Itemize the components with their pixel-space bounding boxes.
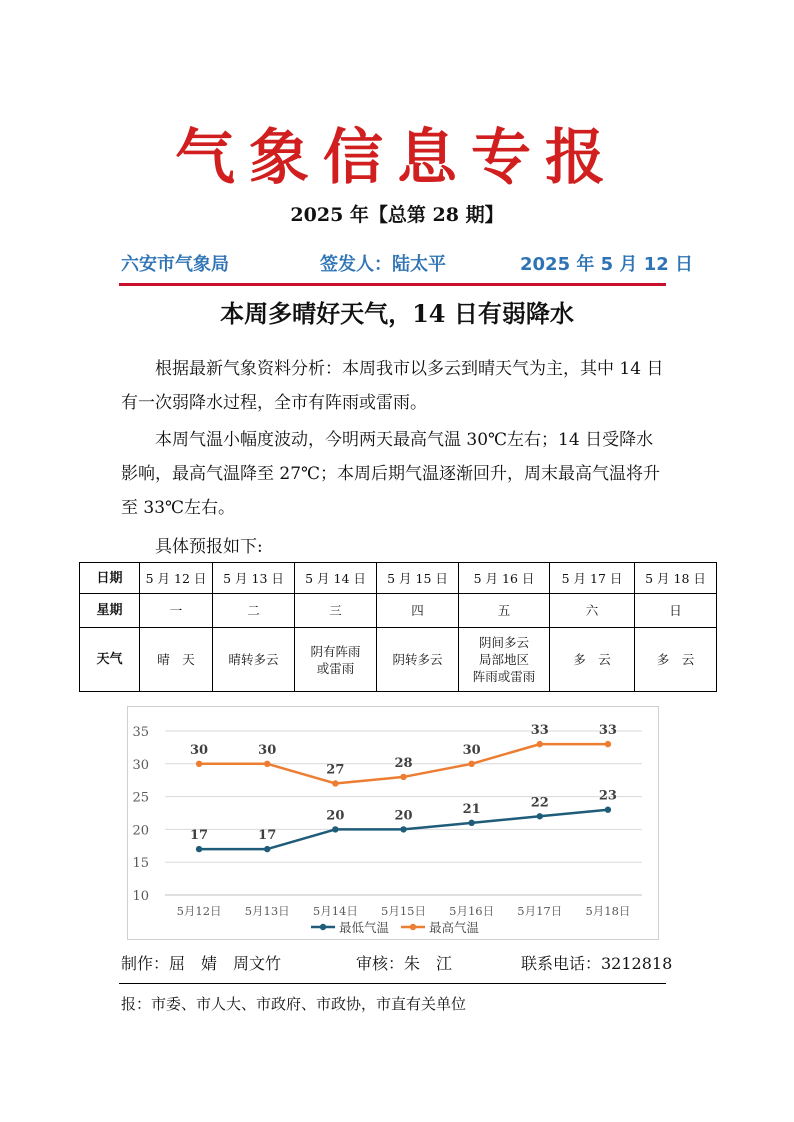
issue-date: 2025 年 5 月 12 日 xyxy=(520,254,694,275)
weather-line: 阵雨或雷雨 xyxy=(472,669,536,684)
y-tick-label: 10 xyxy=(132,889,149,904)
weekday-cell: 四 xyxy=(377,594,459,628)
data-label: 17 xyxy=(190,828,209,844)
x-tick-label: 5月17日 xyxy=(517,904,563,918)
row-label-weather: 天气 xyxy=(80,628,140,692)
data-label: 30 xyxy=(258,742,277,758)
weather-line: 阴转多云 xyxy=(392,652,443,667)
data-label: 22 xyxy=(530,795,549,811)
data-point xyxy=(605,807,611,813)
signer: 签发人：陆太平 xyxy=(320,254,446,275)
data-point xyxy=(400,774,406,780)
data-label: 30 xyxy=(190,742,209,758)
data-label: 20 xyxy=(326,808,345,824)
table-row-weekday xyxy=(80,594,717,628)
temperature-chart xyxy=(128,707,658,939)
legend-marker xyxy=(410,924,416,930)
data-point xyxy=(332,826,338,832)
issuing-organization: 六安市气象局 xyxy=(121,254,229,275)
x-tick-label: 5月14日 xyxy=(312,904,358,918)
weather-line: 晴 天 xyxy=(157,652,195,667)
x-tick-label: 5月18日 xyxy=(585,904,631,918)
legend-label: 最低气温 xyxy=(339,920,390,935)
contact-phone: 联系电话：3212818 xyxy=(521,954,673,973)
weekday-cell: 三 xyxy=(295,594,377,628)
data-label: 33 xyxy=(598,723,617,739)
x-tick-label: 5月15日 xyxy=(381,904,426,918)
date-cell: 5 月 12 日 xyxy=(140,563,213,594)
footer-divider xyxy=(119,983,666,984)
legend-marker xyxy=(320,924,326,930)
x-tick-label: 5月13日 xyxy=(244,904,290,918)
data-point xyxy=(264,846,270,852)
issue-number: 2025 年【总第 28 期】 xyxy=(290,204,504,226)
y-tick-label: 25 xyxy=(132,790,149,806)
data-point xyxy=(264,761,270,767)
weather-cell xyxy=(213,628,295,692)
weekday-cell: 日 xyxy=(635,594,717,628)
weather-cell xyxy=(377,628,459,692)
date-cell: 5 月 17 日 xyxy=(550,563,635,594)
distribution-list: 报：市委、市人大、市政府、市政协，市直有关单位 xyxy=(121,995,467,1013)
header-divider xyxy=(119,283,666,286)
weather-line: 阴有阵雨 xyxy=(310,643,361,659)
data-point xyxy=(468,820,474,826)
data-point xyxy=(196,761,202,767)
data-point xyxy=(400,826,406,832)
bulletin-title: 气象信息专报 xyxy=(175,123,619,193)
row-label-date: 日期 xyxy=(80,563,140,594)
weekday-cell: 六 xyxy=(550,594,635,628)
weather-cell xyxy=(140,628,213,692)
paragraph-temperature: 本周气温小幅度波动，今明两天最高气温 30℃左右；14 日受降水影响，最高气温降至 27℃；本周后期气温逐渐回升，周末最高气温将升至 33℃左右。 xyxy=(121,430,661,518)
data-point xyxy=(605,741,611,747)
weekday-cell: 五 xyxy=(459,594,550,628)
table-row-weather xyxy=(80,628,717,692)
weather-line: 或雷雨 xyxy=(316,660,355,676)
temperature-chart-frame xyxy=(127,706,659,940)
date-cell: 5 月 18 日 xyxy=(635,563,717,594)
weather-line: 晴转多云 xyxy=(228,652,279,667)
legend-label: 最高气温 xyxy=(429,920,480,935)
x-tick-label: 5月12日 xyxy=(176,904,222,918)
paragraph-forecast-intro: 具体预报如下: xyxy=(155,537,263,557)
data-point xyxy=(332,780,338,786)
y-tick-label: 30 xyxy=(132,757,149,773)
forecast-table xyxy=(79,562,717,692)
weather-line: 多 云 xyxy=(656,652,695,667)
data-label: 30 xyxy=(462,742,481,758)
date-cell: 5 月 16 日 xyxy=(459,563,550,594)
weather-line: 局部地区 xyxy=(478,652,529,667)
row-label-weekday: 星期 xyxy=(80,594,140,628)
y-tick-label: 15 xyxy=(132,856,149,872)
y-tick-label: 35 xyxy=(132,725,149,740)
weather-line: 阴间多云 xyxy=(478,635,529,650)
y-tick-label: 20 xyxy=(132,823,149,839)
makers: 制作：屈 婧 周文竹 xyxy=(121,954,282,973)
table-row-date xyxy=(80,563,717,594)
data-label: 21 xyxy=(462,801,481,817)
reviewer: 审核：朱 江 xyxy=(356,954,453,973)
weather-line: 多 云 xyxy=(573,652,611,667)
date-cell: 5 月 14 日 xyxy=(295,563,377,594)
data-point xyxy=(537,741,543,747)
weather-cell xyxy=(635,628,717,692)
data-label: 20 xyxy=(394,808,413,824)
x-tick-label: 5月16日 xyxy=(449,904,495,918)
data-point xyxy=(468,761,474,767)
date-cell: 5 月 15 日 xyxy=(377,563,459,594)
headline: 本周多晴好天气，14 日有弱降水 xyxy=(220,299,574,328)
data-label: 23 xyxy=(598,788,617,804)
weekday-cell: 一 xyxy=(140,594,213,628)
data-point xyxy=(537,813,543,819)
data-label: 28 xyxy=(394,755,413,771)
data-label: 33 xyxy=(530,723,549,739)
weather-cell xyxy=(550,628,635,692)
weather-cell xyxy=(295,628,377,692)
data-point xyxy=(196,846,202,852)
date-cell: 5 月 13 日 xyxy=(213,563,295,594)
weekday-cell: 二 xyxy=(213,594,295,628)
data-label: 17 xyxy=(258,828,277,844)
paragraph-overview: 根据最新气象资料分析：本周我市以多云到晴天气为主，其中 14 日有一次弱降水过程，全市有阵雨或雷雨。 xyxy=(121,359,664,413)
weather-cell xyxy=(459,628,550,692)
data-label: 27 xyxy=(326,762,345,778)
